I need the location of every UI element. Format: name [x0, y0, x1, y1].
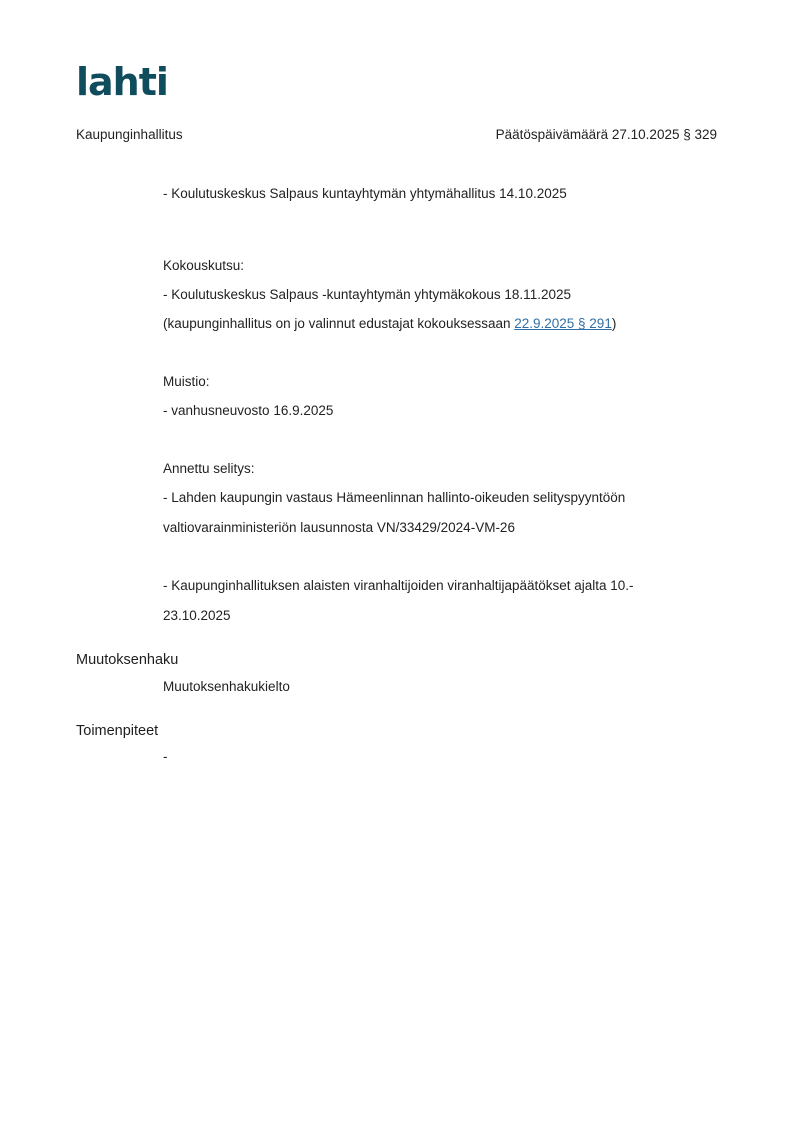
muutoksenhaku-heading: Muutoksenhaku — [76, 652, 179, 668]
selitys-line-2: valtiovarainministeriön lausunnosta VN/33429/2024-VM-26 — [163, 520, 515, 535]
selitys-title: Annettu selitys: — [163, 461, 255, 476]
muistio-title: Muistio: — [163, 374, 210, 389]
kokouskutsu-title: Kokouskutsu: — [163, 258, 245, 273]
organ-name: Kaupunginhallitus — [76, 127, 183, 142]
decision-date: Päätöspäivämäärä 27.10.2025 § 329 — [495, 127, 717, 142]
toimenpiteet-text: - — [163, 749, 168, 764]
muutoksenhaku-text: Muutoksenhakukielto — [163, 679, 290, 694]
kokouskutsu-note-suffix: ) — [611, 316, 617, 331]
kokouskutsu-note — [163, 315, 616, 333]
paatokset-line-2: 23.10.2025 — [163, 608, 231, 623]
toimenpiteet-heading: Toimenpiteet — [76, 723, 159, 739]
board-meeting-line: - Koulutuskeskus Salpaus kuntayhtymän yhtymähallitus 14.10.2025 — [163, 186, 567, 201]
kokouskutsu-item: - Koulutuskeskus Salpaus -kuntayhtymän yhtymäkokous 18.11.2025 — [163, 287, 571, 302]
selitys-line-1: - Lahden kaupungin vastaus Hämeenlinnan hallinto-oikeuden selityspyyntöön — [163, 490, 626, 505]
decision-link[interactable]: 22.9.2025 § 291 — [514, 316, 612, 331]
lahti-logo: lahti — [76, 60, 168, 104]
paatokset-line-1: - Kaupunginhallituksen alaisten viranhaltijoiden viranhaltijapäätökset ajalta 10.- — [163, 578, 634, 593]
kokouskutsu-note-prefix: (kaupunginhallitus on jo valinnut edustajat kokouksessaan — [163, 316, 515, 331]
muistio-item: - vanhusneuvosto 16.9.2025 — [163, 403, 334, 418]
